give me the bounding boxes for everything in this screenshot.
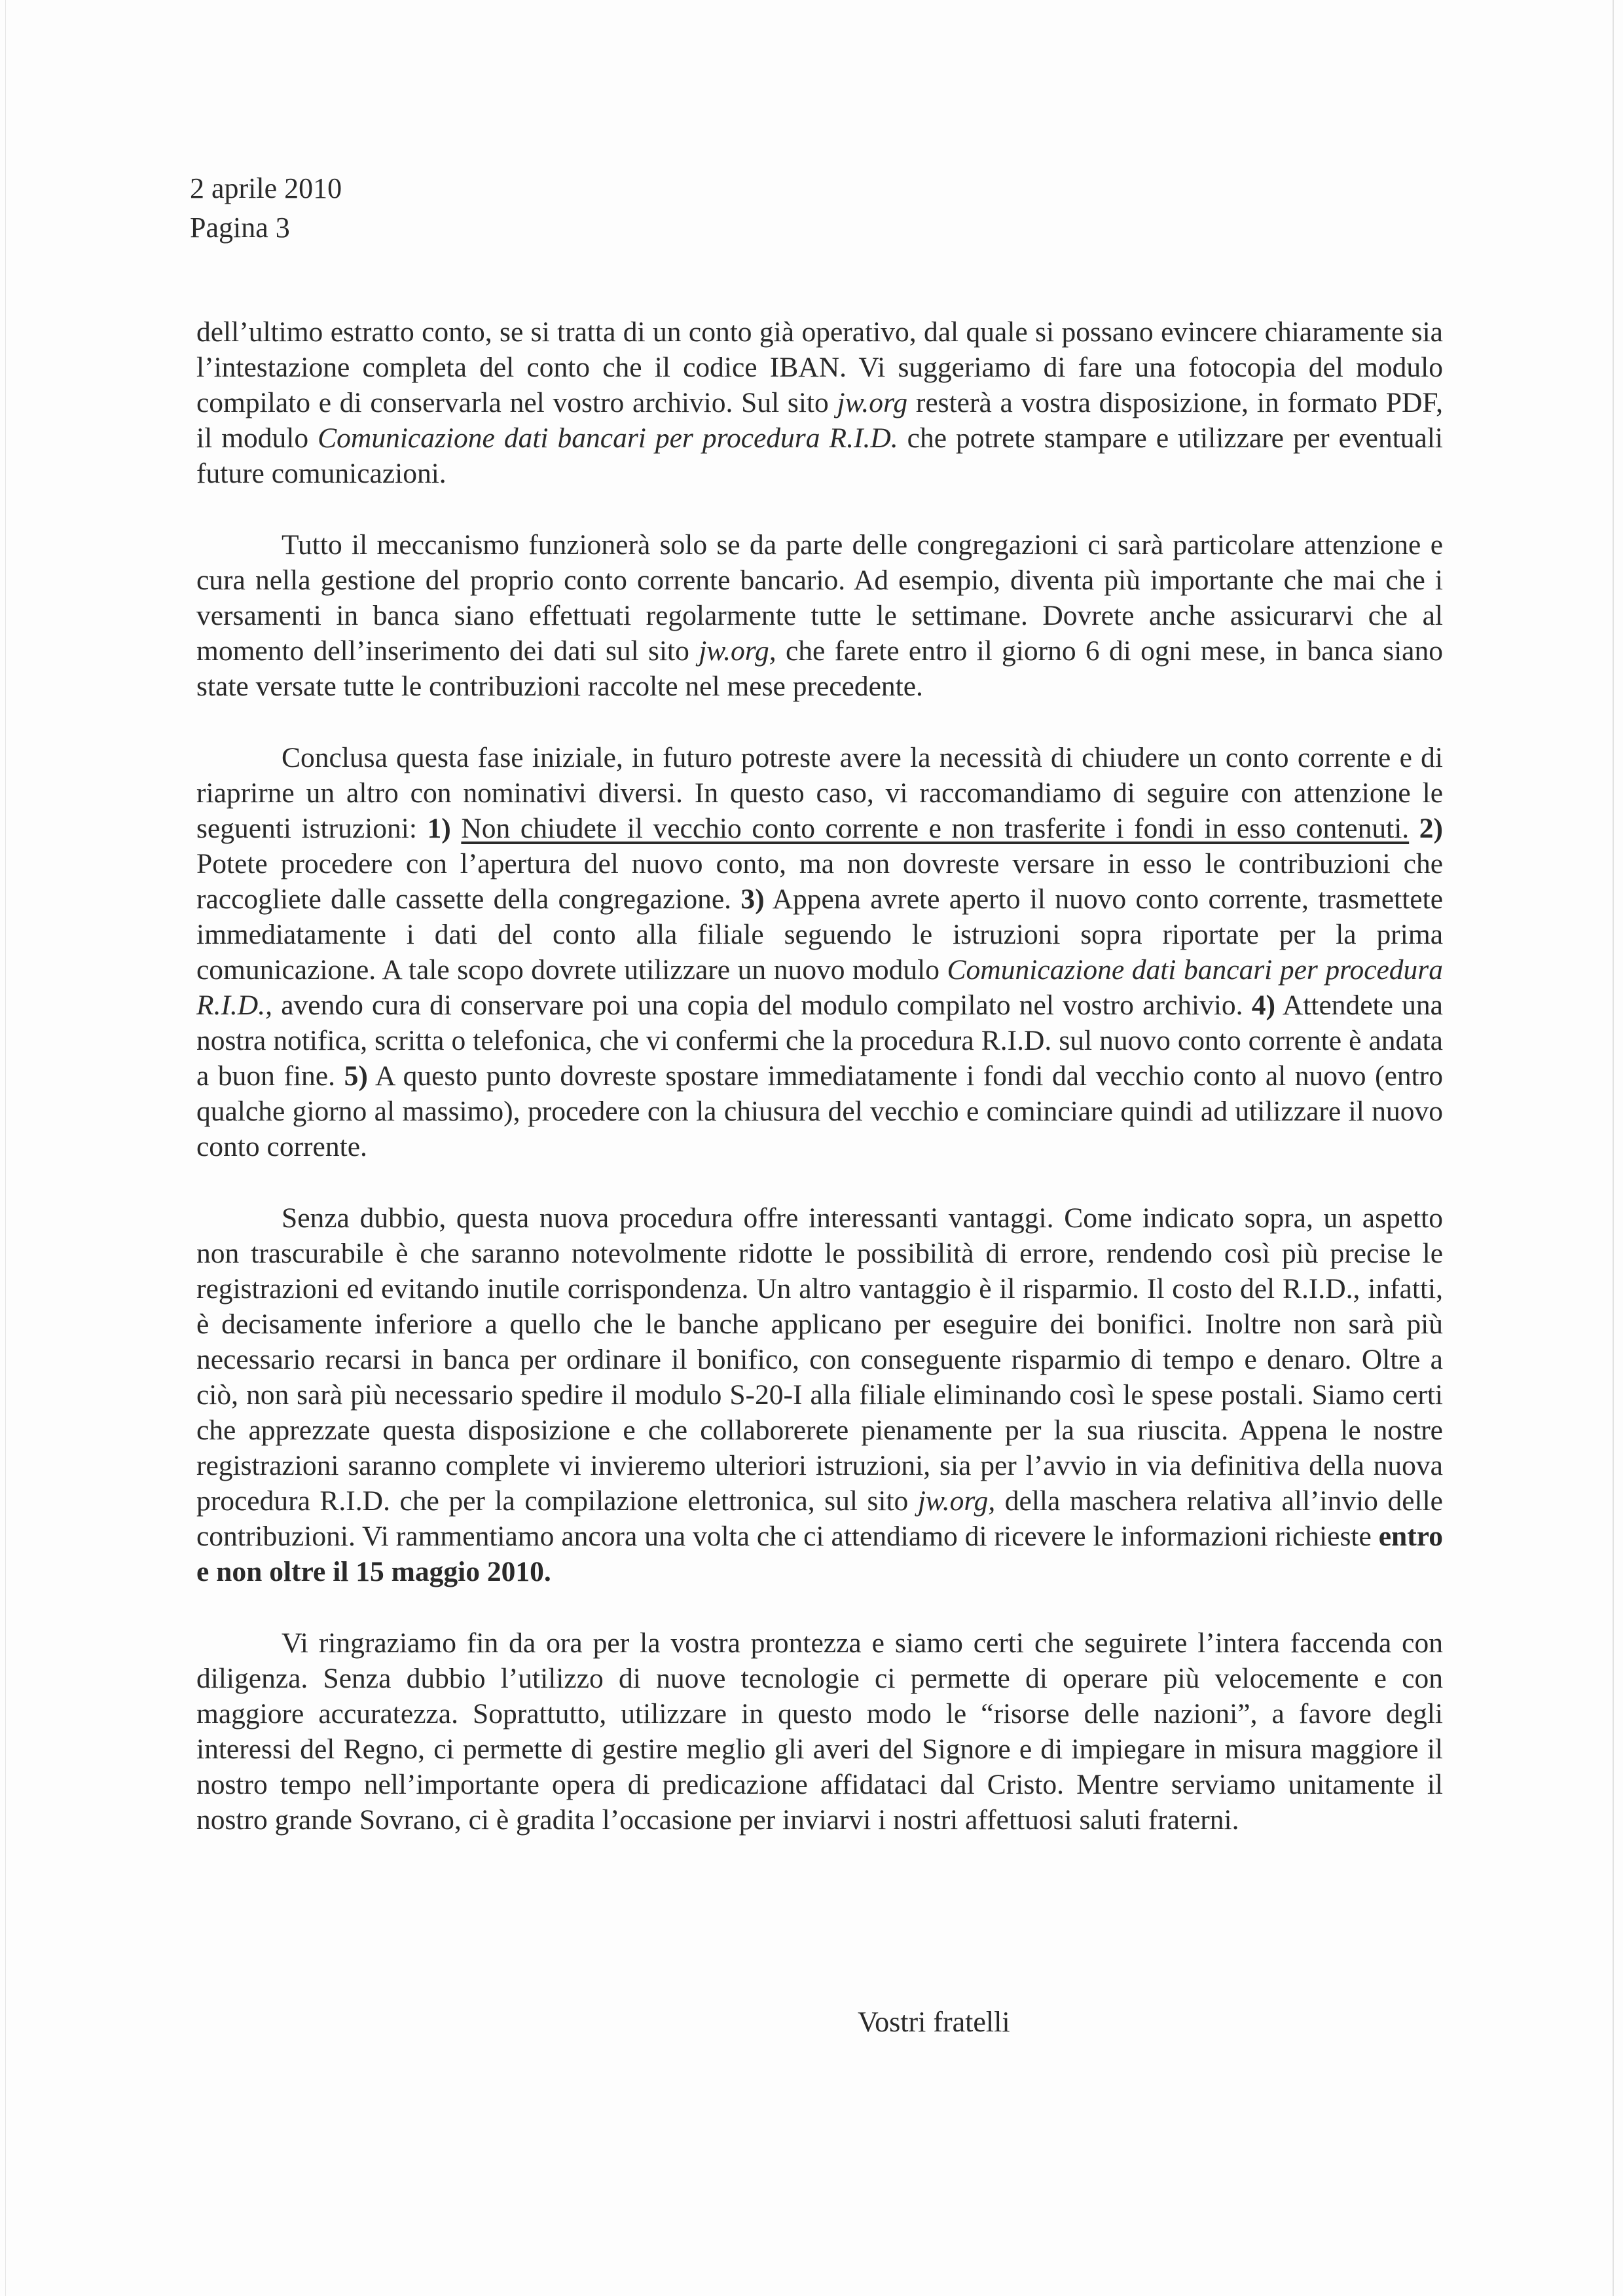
form-title: Comunicazione dati bancari per procedura R.I.D. — [318, 422, 898, 454]
paragraph-1-text-b: resterà a vostra disposizione, in formato PDF, il modulo — [196, 387, 1444, 454]
scan-edge-right — [1613, 0, 1614, 2296]
paragraph-3 — [196, 740, 1443, 1164]
step-number-4: 4) — [1251, 990, 1276, 1021]
page-number: Pagina 3 — [190, 212, 290, 244]
site-reference: jw.org — [837, 387, 908, 418]
step-number-5: 5) — [344, 1060, 368, 1092]
paragraph-4-text-b: della maschera relativa all’invio delle contribuzioni. Vi rammentiamo ancora una volta che ci attendiamo di ricevere le informazioni richieste — [196, 1485, 1443, 1552]
paragraph-1-text-a: dell’ultimo estratto conto, se si tratta di un conto già operativo, dal quale si possano evincere chiaramente sia l’intestazione completa del conto che il codice IBAN. Vi suggeriamo di fare una fotocopia del modulo compilato e di conservarla nel vostro archivio. Sul sito — [196, 316, 1443, 418]
paragraph-3-text-c: Appena avrete aperto il nuovo conto corrente, trasmettete immediatamente i dati del conto alla filiale seguendo le istruzioni sopra riportate per la prima comunicazione. A tale scopo dovrete utilizzare un nuovo modulo — [196, 883, 1444, 986]
paragraph-5 — [196, 1625, 1443, 1838]
form-title: Comunicazione dati bancari per procedura R.I.D., — [196, 954, 1443, 1021]
paragraph-5-text: Vi ringraziamo fin da ora per la vostra prontezza e siamo certi che seguirete l’intera faccenda con diligenza. Senza dubbio l’utilizzo di nuove tecnologie ci permette di operare più velocemente e con maggiore accuratezza. Soprattutto, utilizzare in questo modo le “risorse delle nazioni”, a favore degli interessi del Regno, ci permette di gestire meglio gli averi del Signore e di impiegare in misura maggiore il nostro tempo nell’importante opera di predicazione affidataci dal Cristo. Mentre serviamo unitamente il nostro grande Sovrano, ci è gradita l’occasione per inviarvi i nostri affettuosi saluti fraterni. — [196, 1627, 1443, 1836]
site-reference: jw.org, — [917, 1485, 996, 1517]
paragraph-2 — [196, 527, 1443, 704]
paragraph-1-text-c: che potrete stampare e utilizzare per eventuali future comunicazioni. — [196, 422, 1444, 489]
paragraph-4 — [196, 1200, 1443, 1589]
step-1-instruction: Non chiudete il vecchio conto corrente e non trasferite i fondi in esso contenuti. — [461, 813, 1410, 844]
paragraph-4-text-a: Senza dubbio, questa nuova procedura offre interessanti vantaggi. Come indicato sopra, un aspetto non trascurabile è che saranno notevolmente ridotte le possibilità di errore, rendendo così più precise le registrazioni ed evitando inutile corrispondenza. Un altro vantaggio è il risparmio. Il costo del R.I.D., infatti, è decisamente inferiore a quello che le banche applicano per eseguire dei bonifici. Inoltre non sarà più necessario recarsi in banca per ordinare il bonifico, con conseguente risparmio di tempo e denaro. Oltre a ciò, non sarà più necessario spedire il modulo S-20-I alla filiale eliminando così le spese postali. Siamo certi che apprezzate questa disposizione e che collaborerete pienamente per la sua riuscita. Appena le nostre registrazioni saranno complete vi invieremo ulteriori istruzioni, sia per l’avvio in via definitiva della nuova procedura R.I.D. che per la compilazione elettronica, sul sito — [196, 1202, 1443, 1517]
paragraph-3-text-e: Attendete una nostra notifica, scritta o telefonica, che vi confermi che la procedura R.I.D. sul nuovo conto corrente è andata a buon fine. — [196, 990, 1443, 1092]
paragraph-2-text-b: che farete entro il giorno 6 di ogni mese, in banca siano state versate tutte le contribuzioni raccolte nel mese precedente. — [196, 635, 1443, 702]
step-number-2: 2) — [1419, 813, 1443, 844]
scan-edge-left — [5, 0, 6, 2296]
paragraph-1 — [196, 314, 1443, 491]
letter-date: 2 aprile 2010 — [190, 172, 342, 204]
step-number-1: 1) — [427, 813, 451, 844]
letter-header — [190, 169, 342, 248]
site-reference: jw.org, — [699, 635, 776, 667]
closing-signature: Vostri fratelli — [858, 2006, 1010, 2038]
paragraph-3-text-f: A questo punto dovreste spostare immediatamente i fondi dal vecchio conto al nuovo (entro qualche giorno al massimo), procedere con la chiusura del vecchio e cominciare quindi ad utilizzare il nuovo conto corrente. — [196, 1060, 1443, 1162]
step-number-3: 3) — [740, 883, 765, 915]
paragraph-3-text-b: Potete procedere con l’apertura del nuovo conto, ma non dovreste versare in esso le contribuzioni che raccogliete dalle cassette della congregazione. — [196, 848, 1443, 915]
paragraph-2-text-a: Tutto il meccanismo funzionerà solo se da parte delle congregazioni ci sarà particolare attenzione e cura nella gestione del proprio conto corrente bancario. Ad esempio, diventa più importante che mai che i versamenti in banca siano effettuati regolarmente tutte le settimane. Dovrete anche assicurarvi che al momento dell’inserimento dei dati sul sito — [196, 529, 1443, 667]
deadline: entro e non oltre il 15 maggio 2010. — [196, 1521, 1443, 1587]
paragraph-3-text-a: Conclusa questa fase iniziale, in futuro potreste avere la necessità di chiudere un conto corrente e di riaprirne un altro con nominativi diversi. In questo caso, vi raccomandiamo di seguire con attenzione le seguenti istruzioni: — [196, 742, 1443, 844]
letter-body — [196, 314, 1443, 1874]
paragraph-3-text-d: avendo cura di conservare poi una copia del modulo compilato nel vostro archivio. — [272, 990, 1252, 1021]
